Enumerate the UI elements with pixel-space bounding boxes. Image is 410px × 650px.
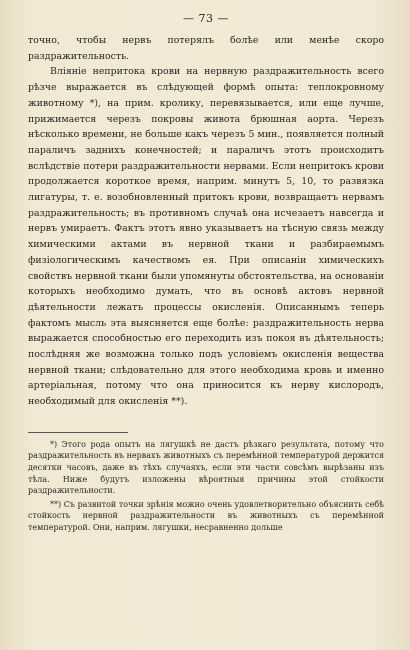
footnotes	[28, 439, 384, 534]
paragraph: точно, чтобы нервъ потерялъ болѣе или менѣе скоро раздражительность.	[28, 35, 384, 62]
footnote: *) Этого рода опытъ на лягушкѣ не дастъ рѣзкаго результата, потому что раздражительность въ нервахъ животныхъ съ перемѣнной температурой держится десятки часовъ, даже въ тѣхъ случаяхъ, если эти части совсѣмъ вырѣзаны изъ тѣла. Ниже будутъ изложены вѣроятныя причины этой стойкости раздражительности.	[28, 439, 384, 496]
main-text	[28, 33, 384, 410]
footnote: **) Съ развитой точки зрѣнія можно очень удовлетворительно объяснить себѣ стойкость нервной раздражительности въ животныхъ съ перемѣнной температурой. Они, наприм. лягушки, несравненно дольше	[28, 499, 384, 533]
footnote-divider	[28, 432, 128, 433]
paragraph: Вліяніе непритока крови на нервную раздражительность всего рѣзче выражается въ слѣдующей формѣ опыта: теплокровному животному *), на прим. кролику, перевязывается, или еще лучше, прижимается черезъ покровы живота брюшная аорта. Черезъ нѣсколько времени, не больше какъ черезъ 5 мин., появляется полный параличъ заднихъ конечностей; и параличъ этотъ происходитъ вслѣдствіе потери раздражительности нервами. Если непритокъ крови продолжается короткое время, наприм. минутъ 5, 10, то развязка лигатуры, т. е. возобновленный притокъ крови, возвращаетъ нервамъ раздражительность; въ противномъ случаѣ она исчезаетъ навсегда и нервъ умираетъ. Фактъ этотъ явно указываетъ на тѣсную связь между химическими актами въ нервной ткани и разбираемымъ физіологическимъ качествомъ ея. При описаніи химическихъ свойствъ нервной ткани были упомянуты обстоятельства, на основаніи которыхъ необходимо думать, что въ основѣ актовъ нервной дѣятельности лежатъ процессы окисленія. Описаннымъ теперь фактомъ мысль эта выясняется еще болѣе: раздражительность нерва выражается способностью его переходить изъ покоя въ дѣятельность; послѣдняя же возможна только подъ условіемъ окисленія вещества нервной ткани; слѣдовательно для этого необходима кровь и именно артеріальная, потому что она приносится къ нерву кислородъ, необходимый для окисленія **).	[28, 66, 384, 408]
page-number: — 73 —	[183, 12, 229, 25]
